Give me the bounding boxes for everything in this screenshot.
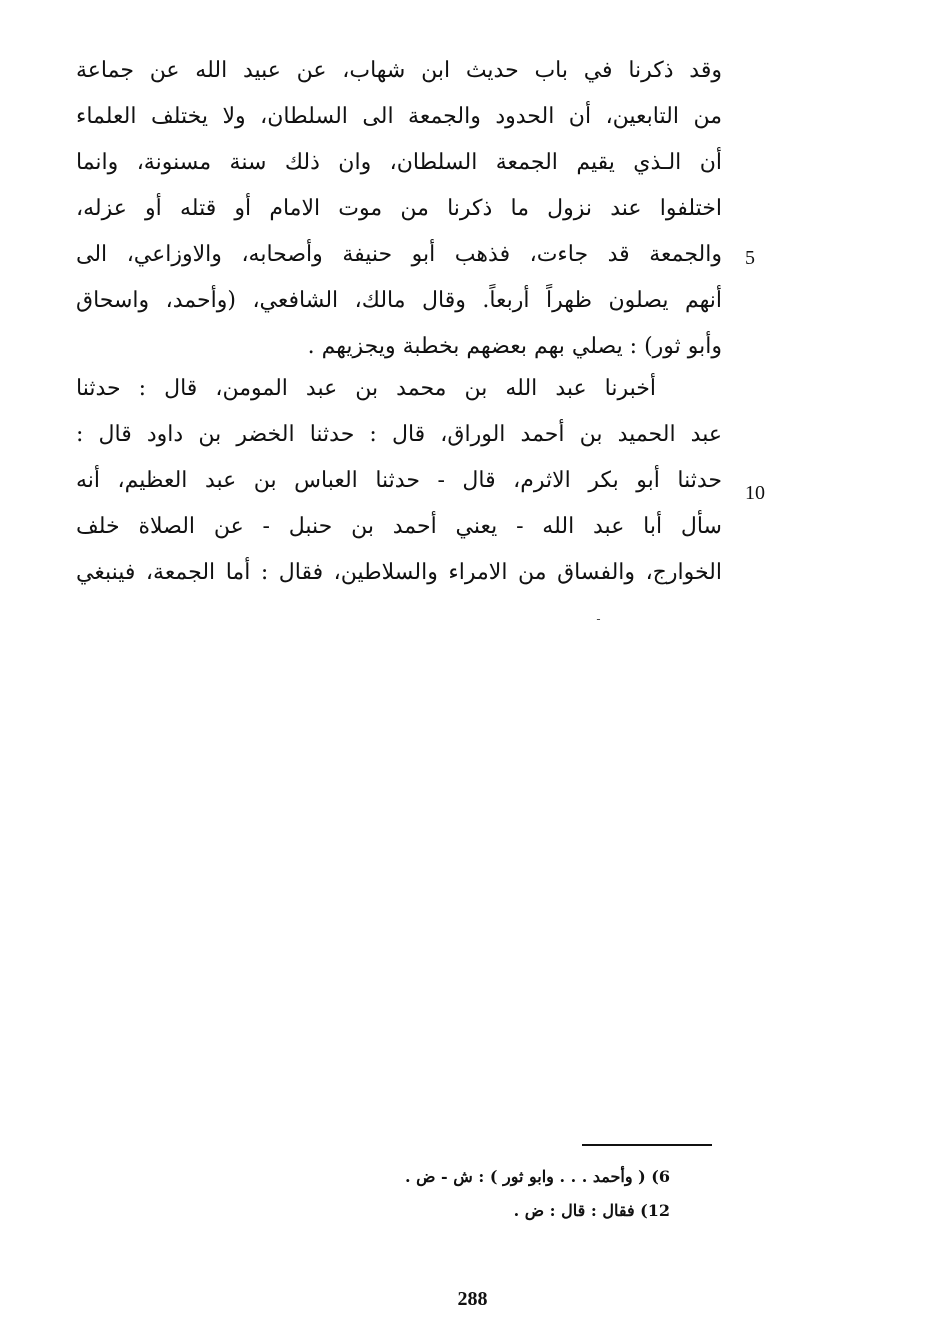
footnote: 6) ( وأحمد . . . وابو ثور ) : ش - ض .: [404, 1167, 670, 1186]
text-line: سأل أبا عبد الله - يعني أحمد بن حنبل - عن الصلاة خلف: [76, 514, 722, 539]
paragraph-2: [76, 366, 722, 596]
text-line: أخبرنا عبد الله بن محمد بن عبد المومن، قال : حدثنا: [76, 376, 656, 401]
text-line: عبد الحميد بن أحمد الوراق، قال : حدثنا الخضر بن داود قال :: [76, 422, 722, 447]
footnotes: [260, 1160, 670, 1228]
text-line: أنهم يصلون ظهراً أربعاً. وقال مالك، الشافعي، (وأحمد، واسحاق: [76, 288, 722, 313]
text-line: من التابعين، أن الحدود والجمعة الى السلطان، ولا يختلف العلماء: [76, 104, 722, 129]
line-number: 5: [745, 247, 755, 269]
text-line: وقد ذكرنا في باب حديث ابن شهاب، عن عبيد الله عن جماعة: [76, 58, 722, 83]
stray-mark: ـ: [597, 612, 600, 623]
footnote-separator: [582, 1144, 712, 1146]
footnote: 12) فقال : قال : ض .: [513, 1201, 670, 1220]
line-number: 10: [745, 482, 765, 504]
text-line: اختلفوا عند نزول ما ذكرنا من موت الامام أو قتله أو عزله،: [76, 196, 722, 221]
text-line: حدثنا أبو بكر الاثرم، قال - حدثنا العباس بن عبد العظيم، أنه: [76, 468, 722, 493]
text-line: والجمعة قد جاءت، فذهب أبو حنيفة وأصحابه، والاوزاعي، الى: [76, 242, 722, 267]
page-number: 288: [457, 1288, 488, 1310]
paragraph-1: [76, 48, 722, 370]
text-line: وأبو ثور) : يصلي بهم بعضهم بخطبة ويجزيهم .: [307, 334, 722, 359]
text-line: أن الـذي يقيم الجمعة السلطان، وان ذلك سنة مسنونة، وانما: [76, 150, 722, 175]
text-line: الخوارج، والفساق من الامراء والسلاطين، فقال : أما الجمعة، فينبغي: [76, 560, 722, 585]
